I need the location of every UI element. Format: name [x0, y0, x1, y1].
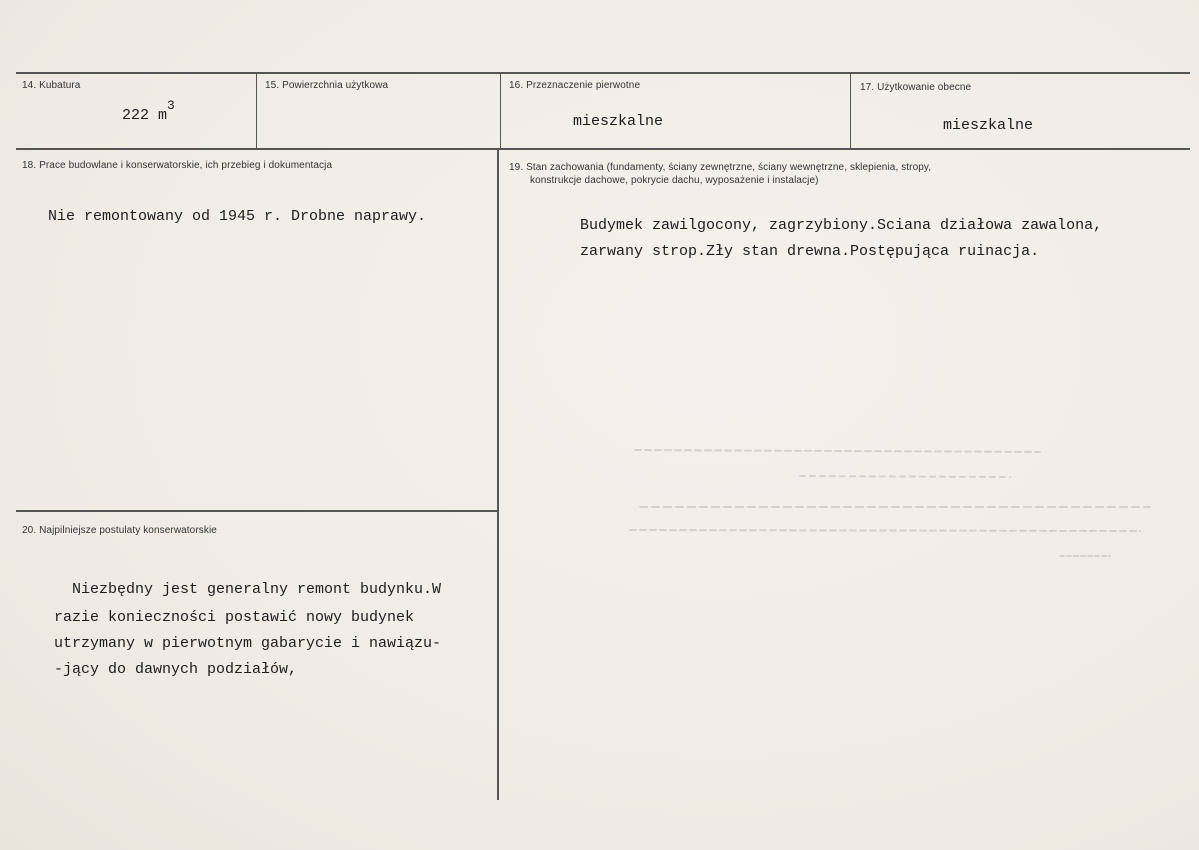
prace-budowlane-label: 18. Prace budowlane i konserwatorskie, ich przebieg i dokumentacja — [22, 160, 333, 171]
stan-zachowania-label-line-1: 19. Stan zachowania (fundamenty, ściany zewnętrzne, ściany wewnętrzne, sklepienia, stropy, — [509, 162, 932, 173]
postulaty-text-line-3: utrzymany w pierwotnym gabarycie i nawiązu- — [54, 635, 442, 652]
prace-budowlane-text: Nie remontowany od 1945 r. Drobne naprawy. — [48, 208, 427, 225]
stan-zachowania-text-line-2: zarwany strop.Zły stan drewna.Postępująca ruinacja. — [580, 243, 1040, 260]
column-divider-3 — [850, 74, 851, 148]
kubatura-value — [122, 100, 175, 126]
stan-zachowania-text-line-1: Budymek zawilgocony, zagrzybiony.Sciana działowa zawalona, — [580, 217, 1103, 234]
postulaty-text-line-4: -jący do dawnych podziałów, — [54, 661, 298, 678]
uzytkowanie-value: mieszkalne — [943, 117, 1034, 134]
column-divider-1 — [256, 74, 257, 148]
uzytkowanie-label: 17. Użytkowanie obecne — [860, 82, 972, 93]
przeznaczenie-label: 16. Przeznaczenie pierwotne — [509, 80, 641, 91]
kubatura-exponent: 3 — [167, 98, 175, 113]
column-divider-2 — [500, 74, 501, 148]
section-divider — [16, 510, 497, 512]
postulaty-text-line-2: razie konieczności postawić nowy budynek — [54, 609, 415, 626]
top-border — [16, 72, 1190, 74]
main-column-divider — [497, 150, 499, 800]
kubatura-label: 14. Kubatura — [22, 80, 81, 91]
postulaty-label: 20. Najpilniejsze postulaty konserwatorskie — [22, 525, 217, 536]
stan-zachowania-label-line-2: konstrukcje dachowe, pokrycie dachu, wyposażenie i instalacje) — [530, 175, 819, 186]
przeznaczenie-value: mieszkalne — [573, 113, 664, 130]
postulaty-text-line-1: Niezbędny jest generalny remont budynku.W — [54, 581, 442, 598]
powierzchnia-label: 15. Powierzchnia użytkowa — [265, 80, 389, 91]
kubatura-number: 222 m — [122, 107, 168, 124]
row-divider — [16, 148, 1190, 150]
